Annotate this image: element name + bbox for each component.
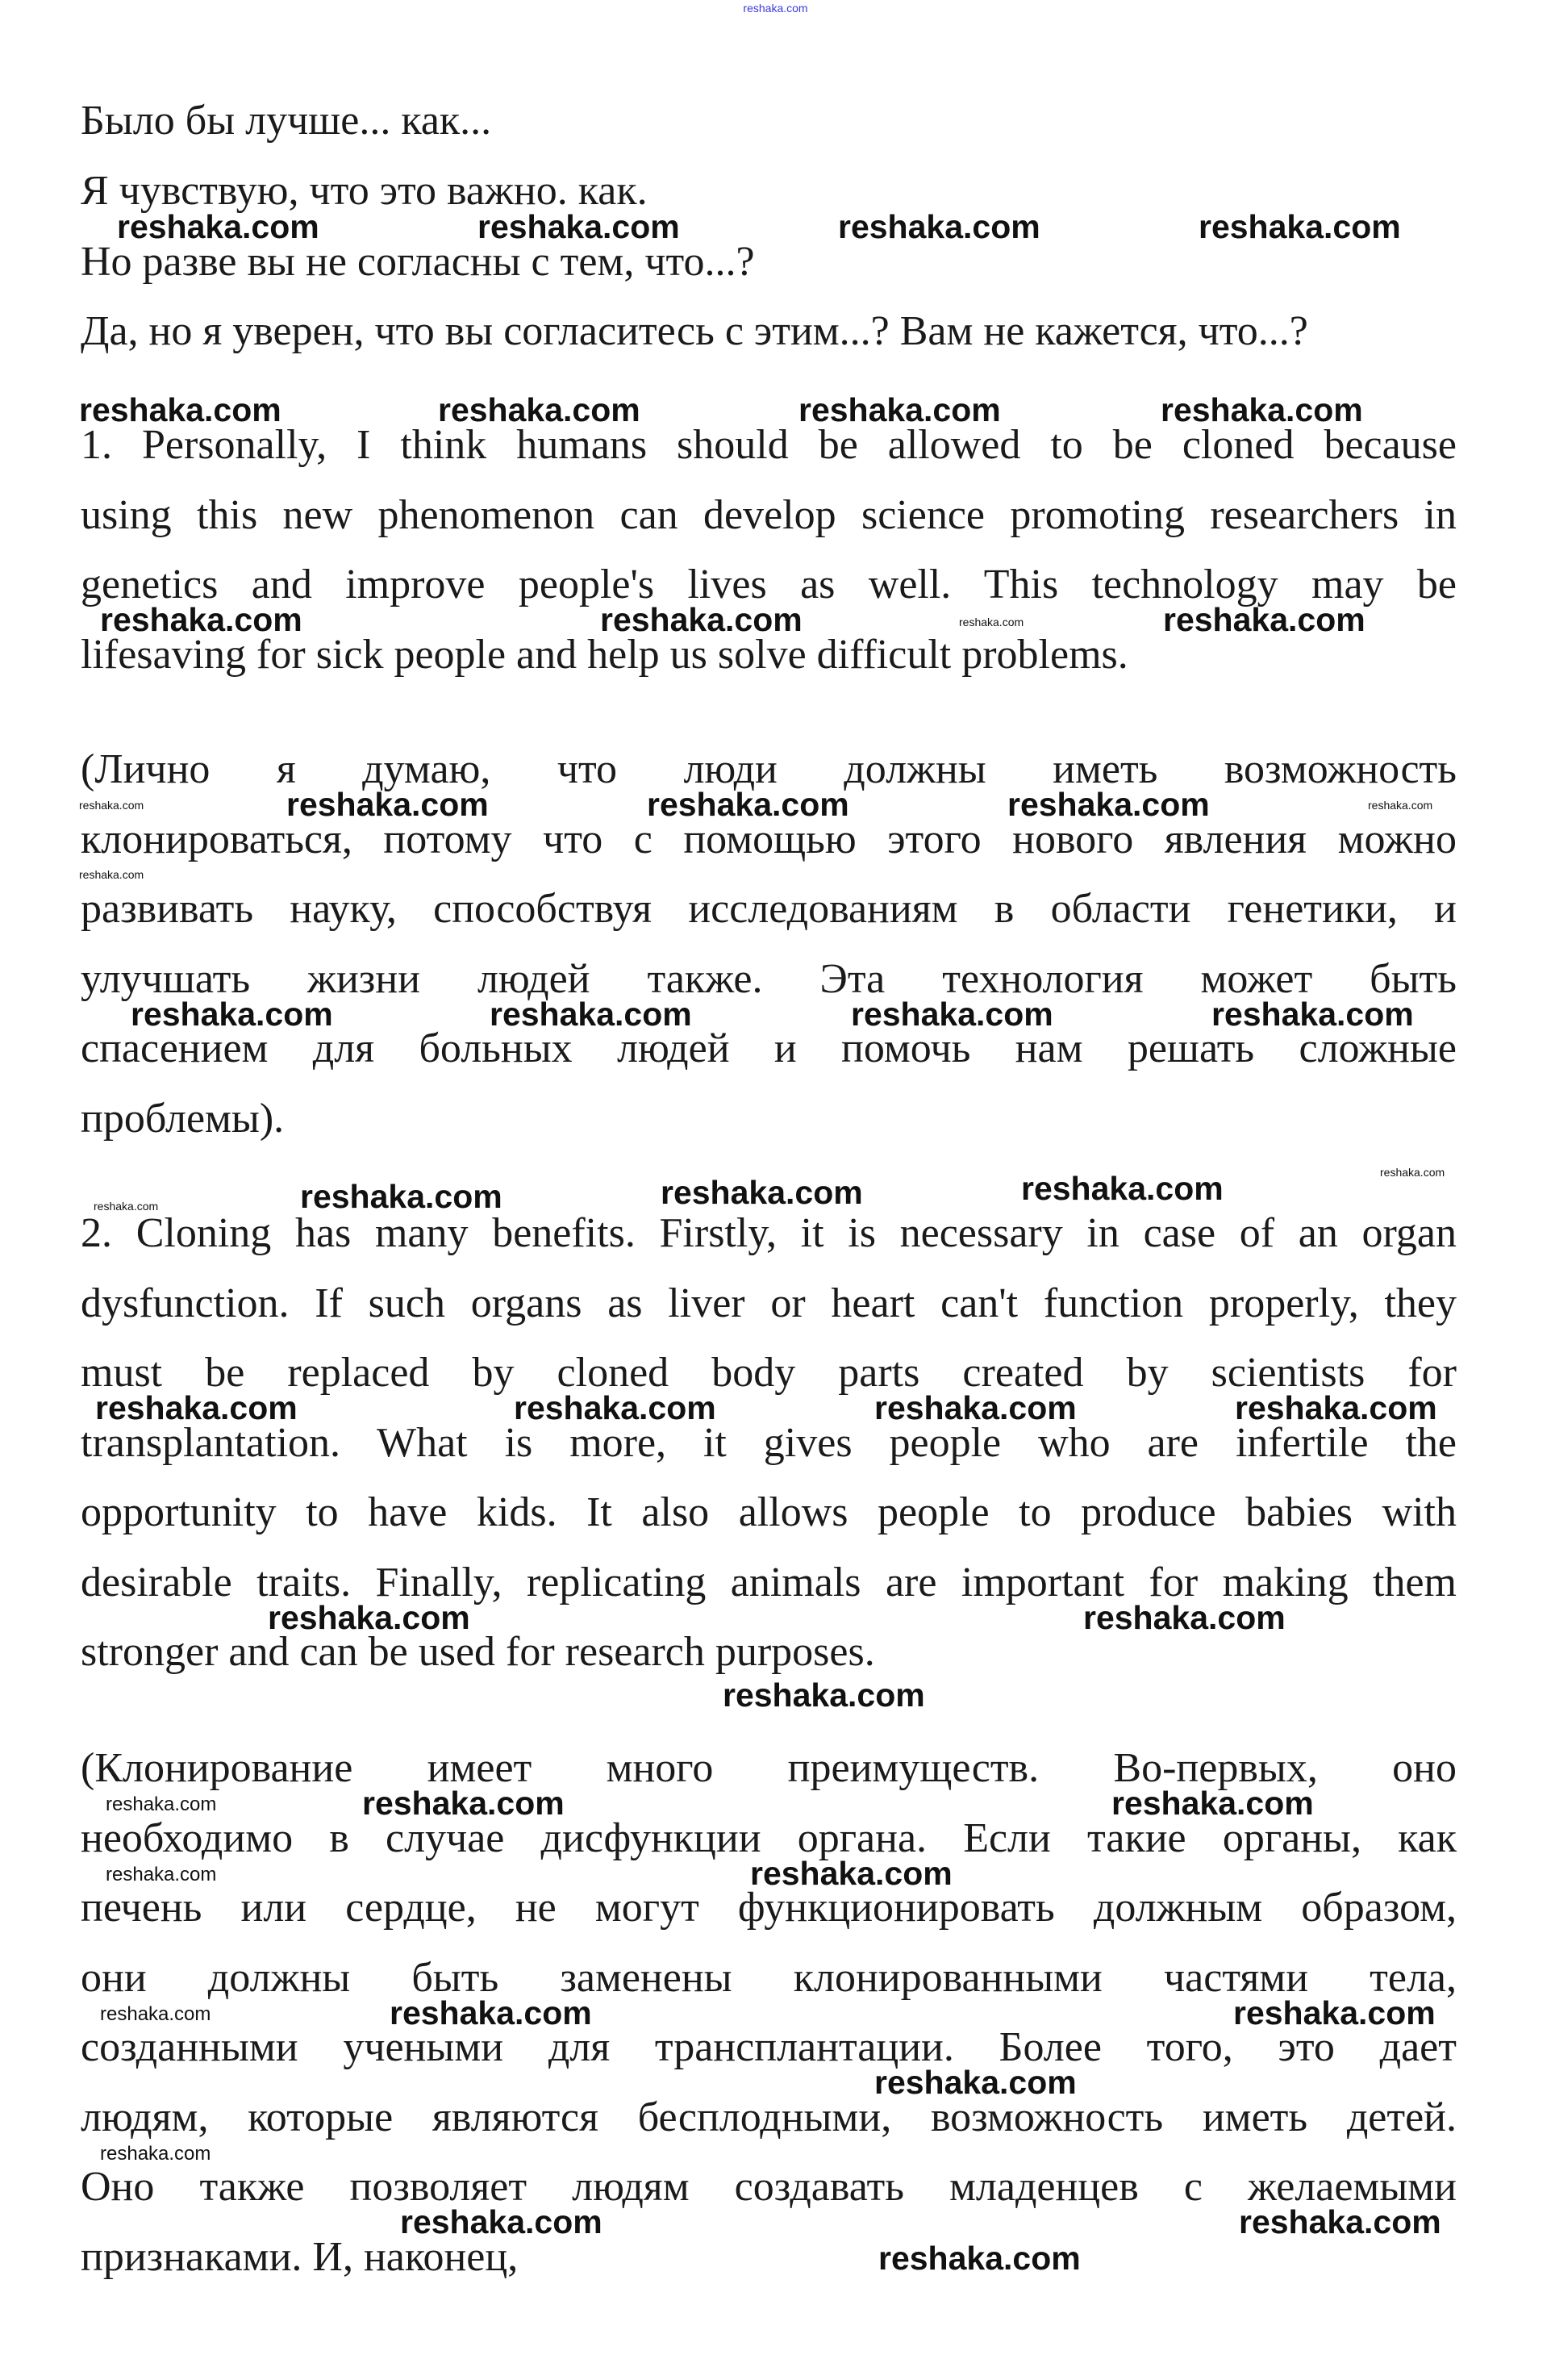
watermark: reshaka.com (477, 208, 680, 245)
text-line: людям, которые являются бесплодными, возможность иметь детей. (81, 2094, 1457, 2140)
watermark: reshaka.com (874, 2064, 1077, 2101)
text-line: using this new phenomenon can develop science promoting researchers in (81, 491, 1457, 538)
watermark: reshaka.com (838, 208, 1040, 245)
paragraph (81, 411, 1457, 690)
text-line: desirable traits. Finally, replicating animals are important for making them (81, 1559, 1457, 1605)
watermark: reshaka.com (874, 1389, 1077, 1426)
text-line: genetics and improve people's lives as well. This technology may be (81, 562, 1457, 608)
watermark: reshaka.com (400, 2203, 602, 2240)
watermark: reshaka.com (1161, 391, 1363, 428)
watermark: reshaka.com (1083, 1599, 1286, 1636)
watermark: reshaka.com (851, 996, 1053, 1033)
text-line: (Лично я думаю, что люди должны иметь возможность (81, 746, 1457, 792)
text-line: dysfunction. If such organs as liver or heart can't function properly, they (81, 1280, 1457, 1326)
text-line: stronger and can be used for research purposes. (81, 1629, 875, 1675)
watermark: reshaka.com (661, 1174, 863, 1211)
watermark: reshaka.com (79, 799, 144, 812)
watermark: reshaka.com (723, 1676, 925, 1714)
watermark: reshaka.com (362, 1785, 565, 1822)
watermark: reshaka.com (514, 1389, 716, 1426)
text-line: Было бы лучше... как... (81, 98, 492, 144)
paragraph (81, 297, 1457, 367)
text-line: (Клонирование имеет много преимуществ. Во-первых, оно (81, 1745, 1457, 1791)
watermark: reshaka.com (1007, 786, 1210, 823)
text-line: Да, но я уверен, что вы согласитесь с этим...? Вам не кажется, что...? (81, 308, 1308, 354)
paragraph (81, 86, 1457, 157)
watermark: reshaka.com (1368, 799, 1433, 812)
watermark: reshaka.com (798, 391, 1001, 428)
text-line: печень или сердце, не могут функционировать должным образом, (81, 1885, 1457, 1931)
watermark: reshaka.com (390, 1994, 592, 2031)
watermark: reshaka.com (1163, 601, 1365, 638)
text-line: transplantation. What is more, it gives people who are infertile the (81, 1419, 1457, 1466)
text-line: Но разве вы не согласны с тем, что...? (81, 239, 755, 285)
watermark: reshaka.com (1111, 1785, 1314, 1822)
text-line: развивать науку, способствуя исследованиям в области генетики, и (81, 886, 1457, 932)
watermark: reshaka.com (100, 2143, 211, 2165)
text-line: спасением для больных людей и помочь нам решать сложные (81, 1025, 1457, 1071)
text-line: Оно также позволяет людям создавать младенцев с желаемыми (81, 2164, 1457, 2210)
watermark: reshaka.com (100, 2003, 211, 2025)
text-line: клонироваться, потому что с помощью этого нового явления можно (81, 816, 1457, 862)
watermark: reshaka.com (79, 868, 144, 881)
watermark: reshaka.com (1211, 996, 1414, 1033)
watermark: reshaka.com (1235, 1389, 1437, 1426)
watermark: reshaka.com (1233, 1994, 1436, 2031)
watermark: reshaka.com (300, 1178, 502, 1215)
watermark: reshaka.com (750, 1855, 953, 1892)
text-line: необходимо в случае дисфункции органа. Если такие органы, как (81, 1814, 1457, 1861)
watermark: reshaka.com (1380, 1166, 1445, 1179)
text-line: opportunity to have kids. It also allows people to produce babies with (81, 1489, 1457, 1535)
text-line: улучшать жизни людей также. Эта технология может быть (81, 955, 1457, 1002)
text-line: признаками. И, наконец, (81, 2233, 519, 2280)
watermark: reshaka.com (600, 601, 803, 638)
text-line: 2. Cloning has many benefits. Firstly, it is necessary in case of an organ (81, 1210, 1457, 1256)
watermark: reshaka.com (95, 1389, 298, 1426)
watermark: reshaka.com (286, 786, 489, 823)
watermark: reshaka.com (647, 786, 849, 823)
watermark: reshaka.com (878, 2240, 1081, 2277)
watermark: reshaka.com (1199, 208, 1401, 245)
text-line: созданными учеными для трансплантации. Более того, это дает (81, 2024, 1457, 2070)
watermark: reshaka.com (131, 996, 333, 1033)
watermark: reshaka.com (79, 391, 281, 428)
watermark: reshaka.com (100, 601, 302, 638)
watermark: reshaka.com (1021, 1170, 1224, 1207)
text-line: must be replaced by cloned body parts created by scientists for (81, 1350, 1457, 1396)
watermark: reshaka.com (438, 391, 640, 428)
watermark: reshaka.com (106, 1793, 217, 1815)
text-line: lifesaving for sick people and help us solve difficult problems. (81, 631, 1128, 678)
watermark: reshaka.com (490, 996, 692, 1033)
watermark: reshaka.com (1239, 2203, 1441, 2240)
text-line: Я чувствую, что это важно. как. (81, 168, 648, 214)
header-watermark: reshaka.com (743, 2, 808, 15)
text-line: 1. Personally, I think humans should be allowed to be cloned because (81, 422, 1457, 468)
text-line: они должны быть заменены клонированными частями тела, (81, 1954, 1457, 2001)
watermark: reshaka.com (106, 1864, 217, 1885)
watermark: reshaka.com (94, 1200, 159, 1213)
text-line: проблемы). (81, 1095, 285, 1142)
watermark: reshaka.com (959, 616, 1024, 628)
watermark: reshaka.com (268, 1599, 470, 1636)
watermark: reshaka.com (117, 208, 319, 245)
